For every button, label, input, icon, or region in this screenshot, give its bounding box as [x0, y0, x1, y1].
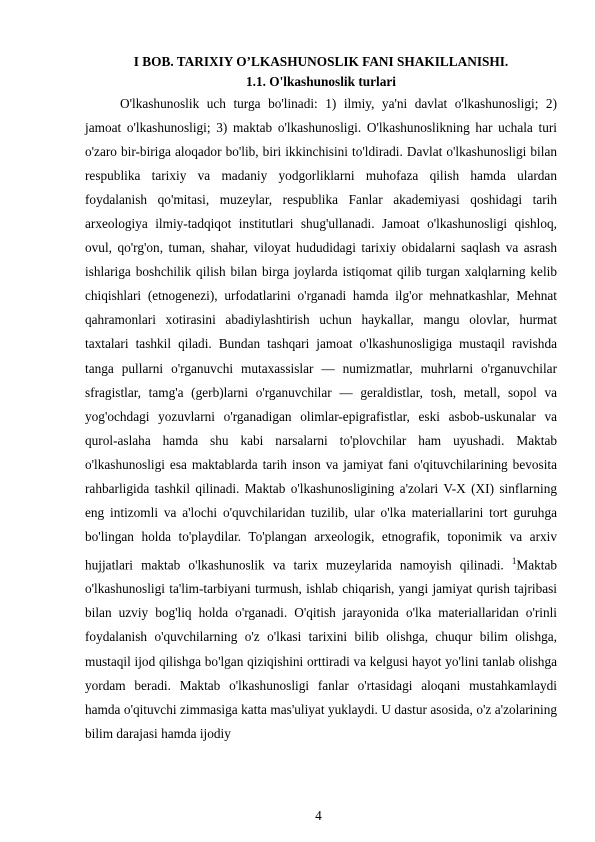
- paragraph-text-continued: Maktab o'lkashunosligi ta'lim-tarbiyani turmush, ishlab chiqarish, yangi jamiyat qurish tajribasi bilan uzviy bog'liq holda o'rganadi. O'qitish jarayonida o'lka materiallaridan o'rinli foydalanish o'quvchilarning o'z o'lkasi tarixini bilib olishga, chuqur bilim olishga, mustaqil ijod qilishga bo'lgan qiziqishini orttiradi va kelgusi hayot yo'lini tanlab olishga yordam beradi. Maktab o'lkashunosligi fanlar o'rtasidagi aloqani mustahkamlaydi hamda o'qituvchi zimmasiga katta mas'uliyat yuklaydi. U dastur asosida, o'z a'zolarining bilim darajasi hamda ijodiy: [85, 557, 557, 741]
- document-page: [85, 52, 557, 746]
- chapter-title: I BOB. TARIXIY O’LKASHUNOSLIK FANI SHAKILLANISHI.: [133, 54, 509, 69]
- section-title: 1.1. O'lkashunoslik turlari: [246, 74, 396, 89]
- footnote-marker: 1: [511, 555, 517, 566]
- paragraph-text: O'lkashunoslik uch turga bo'linadi: 1) ilmiy, ya'ni davlat o'lkashunosligi; 2) jamoat o'lkashunosligi; 3) maktab o'lkashunosligi. O'lkashunoslikning har uchala turi o'zaro bir-biriga aloqador bo'lib, biri ikkinchisini to'ldiradi. Davlat o'lkashunosligi bilan respublika tarixiy va madaniy yodgorliklarni muhofaza qilish hamda ulardan foydalanish qo'mitasi, muzeylar, respublika Fanlar akademiyasi qoshidagi tarih arxeologiya ilmiy-tadqiqot institutlari shug'ullanadi. Jamoat o'lkashunosligi qishloq, ovul, qo'rg'on, tuman, shahar, viloyat hududidagi tarixiy obidalarni saqlash va asrash ishlariga boshchilik qilish bilan birga joylarda istiqomat qilib turgan xalqlarning kelib chiqishlari (etnogenezi), urfodatlarini o'rganadi hamda ilg'or mehnatkashlar, Mehnat qahramonlari xotirasini abadiylashtirish uchun haykallar, mangu olovlar, hurmat taxtalari tashkil qiladi. Bundan tashqari jamoat o'lkashunosligiga mustaqil ravishda tanga pullarni o'rganuvchi mutaxassislar — numizmatlar, muhrlarni o'rganuvchilar sfragistlar, tamg'a (gerb)larni o'rganuvchilar — geraldistlar, tosh, metall, sopol va yog'ochdagi yozuvlarni o'rganadigan olimlar-epigrafistlar, eski asbob-uskunalar va qurol-aslaha hamda shu kabi narsalarni to'plovchilar ham uyushadi. Maktab o'lkashunosligi esa maktablarda tarih inson va jamiyat fani o'qituvchilarining bevosita rahbarligida tashkil qilinadi. Maktab o'lkashunosligining a'zolari V-X (XI) sinflarning eng intizomli va a'lochi o'quvchilaridan tuzilib, ular o'lka materiallarini tort guruhga bo'lingan holda to'playdilar. To'plangan arxeologik, etnografik, toponimik va arxiv hujjatlari maktab o'lkashunoslik va tarix muzeylarida namoyish qilinadi.: [85, 96, 557, 573]
- body-paragraph: [85, 92, 557, 746]
- page-number: 4: [315, 808, 322, 823]
